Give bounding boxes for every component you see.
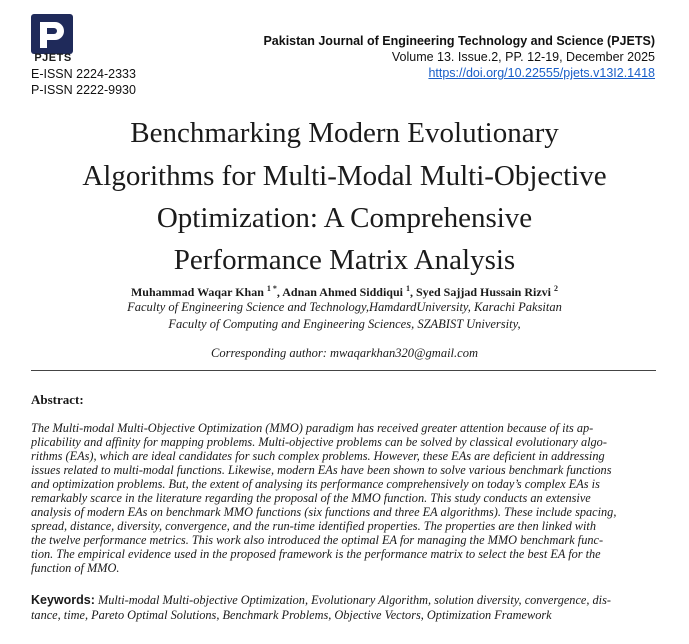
abstract-line: plicability and affinity for mapping problems. Multi-objective problems can be solved by classical evolutionary algo- xyxy=(31,435,607,449)
abstract-line: function of MMO. xyxy=(31,561,120,575)
section-divider xyxy=(31,370,656,371)
abstract-heading: Abstract: xyxy=(31,392,84,407)
paper-title-line-3: Optimization: A Comprehensive xyxy=(156,202,533,234)
paper-title-line-4: Performance Matrix Analysis xyxy=(173,244,516,276)
author-name: Muhammad Waqar Khan xyxy=(130,285,264,299)
affiliation-1: Faculty of Engineering Science and Technology,HamdardUniversity, Karachi Paksitan xyxy=(127,300,562,314)
author-affiliation-mark: 2 xyxy=(554,284,559,293)
journal-name: Pakistan Journal of Engineering Technology and Science (PJETS) xyxy=(263,34,655,48)
journal-volume: Volume 13. Issue.2, PP. 12-19, December 2025 xyxy=(391,50,655,64)
p-issn: P-ISSN 2222-9930 xyxy=(31,83,136,97)
doi-link[interactable]: https://doi.org/10.22555/pjets.v13I2.1418 xyxy=(428,66,655,80)
paper-title-line-2: Algorithms for Multi-Modal Multi-Objective xyxy=(82,160,607,192)
keywords-text: Multi-modal Multi-objective Optimization, Evolutionary Algorithm, solution diversity, convergence, dis- xyxy=(97,593,611,607)
keywords-line-2: tance, time, Pareto Optimal Solutions, Benchmark Problems, Objective Vectors, Optimization Framework xyxy=(31,608,552,622)
author-name: Syed Sajjad Hussain Rizvi xyxy=(415,285,552,299)
logo-text: PJETS xyxy=(34,52,72,64)
paper-title-line-1: Benchmarking Modern Evolutionary xyxy=(130,117,559,149)
abstract-line: remarkably scarce in the literature regarding the proposal of the MMO function. This study conducts an extensive xyxy=(31,491,591,505)
affiliation-2: Faculty of Computing and Engineering Sciences, SZABIST University, xyxy=(168,317,521,331)
author-list: Muhammad Waqar Khan $^{1 *}$, Adnan Ahmed Siddiqui $^1$, Syed Sajjad Hussain Rizvi $^2$ xyxy=(130,284,559,299)
abstract-line: and optimization problems. But, the extent of analysing its performance comprehensively on today’s complex EAs is xyxy=(31,477,600,491)
abstract-line: analysis of modern EAs on benchmark MMO functions (six functions and three EA algorithms). These include spacing, xyxy=(31,505,617,519)
abstract-line: rithms (EAs), which are ideal candidates for such complex problems. However, these EAs are deficient in addressing xyxy=(31,449,605,463)
abstract-line: The Multi-modal Multi-Objective Optimization (MMO) paradigm has received greater attention because of its ap- xyxy=(31,421,594,435)
keywords-line-1 xyxy=(31,593,611,608)
abstract-line: the twelve performance metrics. This work also introduced the optimal EA for managing the MMO benchmark func- xyxy=(31,533,604,547)
corresponding-author: Corresponding author: mwaqarkhan320@gmail.com xyxy=(211,346,478,360)
keywords-label: Keywords: xyxy=(31,593,95,607)
e-issn: E-ISSN 2224-2333 xyxy=(31,67,136,81)
author-name: Adnan Ahmed Siddiqui xyxy=(282,285,403,299)
abstract-line: spread, distance, diversity, convergence, and the run-time identified properties. The properties are then linked with xyxy=(31,519,596,533)
author-affiliation-mark: 1 xyxy=(405,284,410,293)
abstract-line: issues related to multi-modal functions. Likewise, modern EAs have been shown to solve various benchmark functions xyxy=(31,463,612,477)
author-affiliation-mark: 1 * xyxy=(266,284,277,293)
abstract-line: tion. The empirical evidence used in the proposed framework is the performance matrix to select the best EA for the xyxy=(31,547,601,561)
